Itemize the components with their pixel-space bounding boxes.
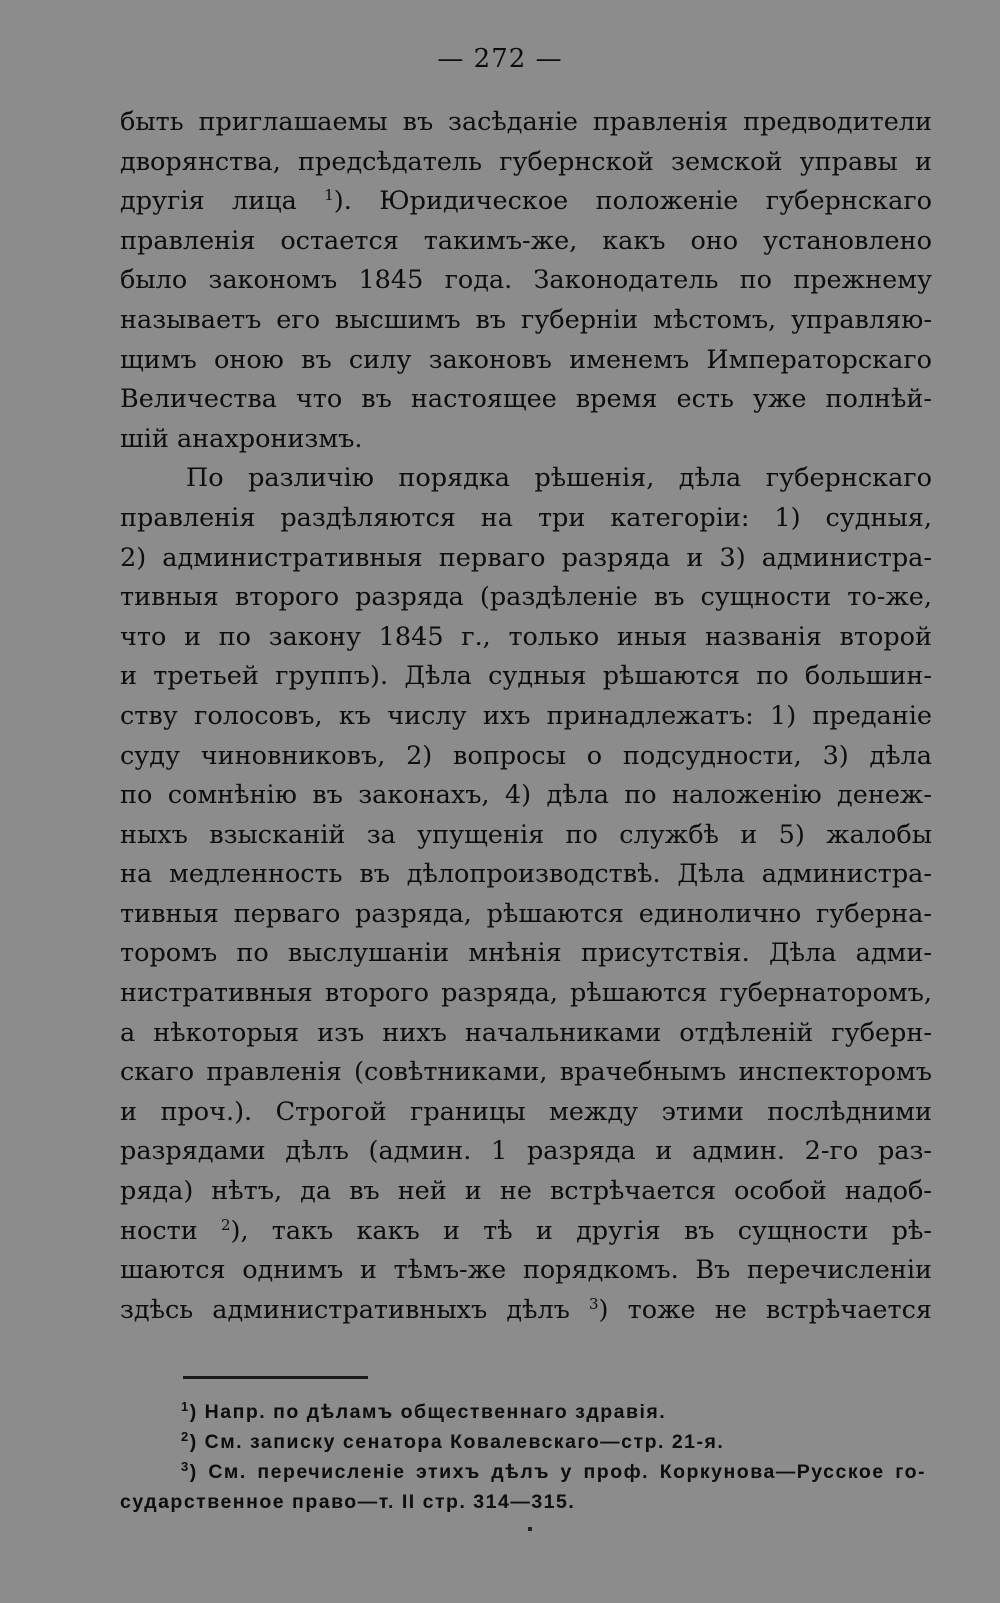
text-line: а нѣкоторыя изъ нихъ начальниками отдѣленій губерн- (120, 1017, 932, 1048)
footnote-2 (181, 1427, 926, 1457)
body-text (120, 103, 932, 1330)
text-line: правленія остается такимъ-же, какъ оно установлено (120, 225, 932, 256)
text-line: и проч.). Строгой границы между этими послѣдними (120, 1096, 932, 1127)
text-line: скаго правленія (совѣтниками, врачебнымъ инспекторомъ (120, 1057, 932, 1088)
footnote-text: ) Напр. по дѣламъ общественнаго здравія. (189, 1401, 667, 1423)
text-line: называетъ его высшимъ въ губерніи мѣстомъ, управляю- (120, 304, 932, 335)
footnote-ref: 1 (324, 186, 334, 205)
text-line: суду чиновниковъ, 2) вопросы о подсудности, 3) дѣла (120, 740, 932, 771)
text-fragment: ), такъ какъ и тѣ и другія въ сущности рѣ- (230, 1215, 932, 1246)
text-line: ряда) нѣтъ, да въ ней и не встрѣчается особой надоб- (120, 1176, 932, 1207)
text-line: ныхъ взысканій за упущенія по службѣ и 5) жалобы (120, 819, 932, 850)
text-fragment: другія лица (120, 186, 297, 217)
footnote-ref: 3 (589, 1294, 599, 1313)
text-line: торомъ по выслушаніи мнѣнія присутствія. Дѣла адми- (120, 938, 932, 969)
text-line: ству голосовъ, къ числу ихъ принадлежатъ: 1) преданіе (120, 700, 932, 731)
footnote-text: ) См. записку сенатора Ковалевскаго—стр. 21-я. (189, 1431, 725, 1453)
footnote-marker: 2 (181, 1429, 190, 1444)
footnote-3 (181, 1457, 926, 1487)
footnotes (120, 1397, 926, 1517)
text-line: и третьей группъ). Дѣла судныя рѣшаются по большин- (120, 661, 932, 692)
text-fragment: ). Юридическое положеніе губернскаго (333, 186, 932, 217)
text-line: было закономъ 1845 года. Законодатель по прежнему (120, 265, 932, 296)
footnote-marker: 3 (181, 1459, 190, 1474)
footnote-text: ) См. перечисленіе этихъ дѣлъ у проф. Коркунова—Русское го- (189, 1461, 926, 1483)
page-number: — 272 — (437, 44, 563, 74)
paragraph-start: По различію порядка рѣшенія, дѣла губернскаго (186, 463, 932, 494)
text-line: что и по закону 1845 г., только иныя названія второй (120, 621, 932, 652)
text-line: шій анахронизмъ. (120, 423, 363, 454)
text-line: правленія раздѣляются на три категоріи: 1) судныя, (120, 502, 932, 533)
text-fragment: здѣсь административныхъ дѣлъ (120, 1294, 570, 1325)
footnote-1 (181, 1397, 926, 1427)
text-line: 2) административныя перваго разряда и 3) администра- (120, 542, 932, 573)
text-line: щимъ оною въ силу законовъ именемъ Императорскаго (120, 344, 932, 375)
text-line: тивныя перваго разряда, рѣшаются единолично губерна- (120, 898, 932, 929)
text-line: дворянства, предсѣдатель губернской земской управы и (120, 146, 932, 177)
text-fragment: ) тоже не встрѣчается (598, 1294, 932, 1325)
text-line (120, 1212, 932, 1252)
text-fragment: ности (120, 1215, 198, 1246)
footnote-ref: 2 (220, 1215, 231, 1234)
scan-speck (528, 1527, 532, 1531)
footnote-divider (183, 1376, 368, 1379)
text-line: Величества что въ настоящее время есть уже полнѣй- (120, 384, 932, 415)
text-line: на медленность въ дѣлопроизводствѣ. Дѣла администра- (120, 859, 932, 890)
footnote-marker: 1 (181, 1399, 190, 1414)
text-line: шаются однимъ и тѣмъ-же порядкомъ. Въ перечисленіи (120, 1255, 932, 1286)
text-line: разрядами дѣлъ (админ. 1 разряда и админ. 2-го раз- (120, 1136, 932, 1167)
text-line (120, 182, 932, 222)
footnote-3-continuation: сударственное право—т. II стр. 314—315. (120, 1491, 576, 1513)
text-line: тивныя второго разряда (раздѣленіе въ сущности то-же, (120, 582, 932, 613)
text-line: по сомнѣнію въ законахъ, 4) дѣла по наложенію денеж- (120, 780, 932, 811)
text-line: нистративныя второго разряда, рѣшаются губернаторомъ, (120, 978, 932, 1009)
text-line: быть приглашаемы въ засѣданіе правленія предводители (120, 107, 932, 137)
text-line (120, 1291, 932, 1331)
